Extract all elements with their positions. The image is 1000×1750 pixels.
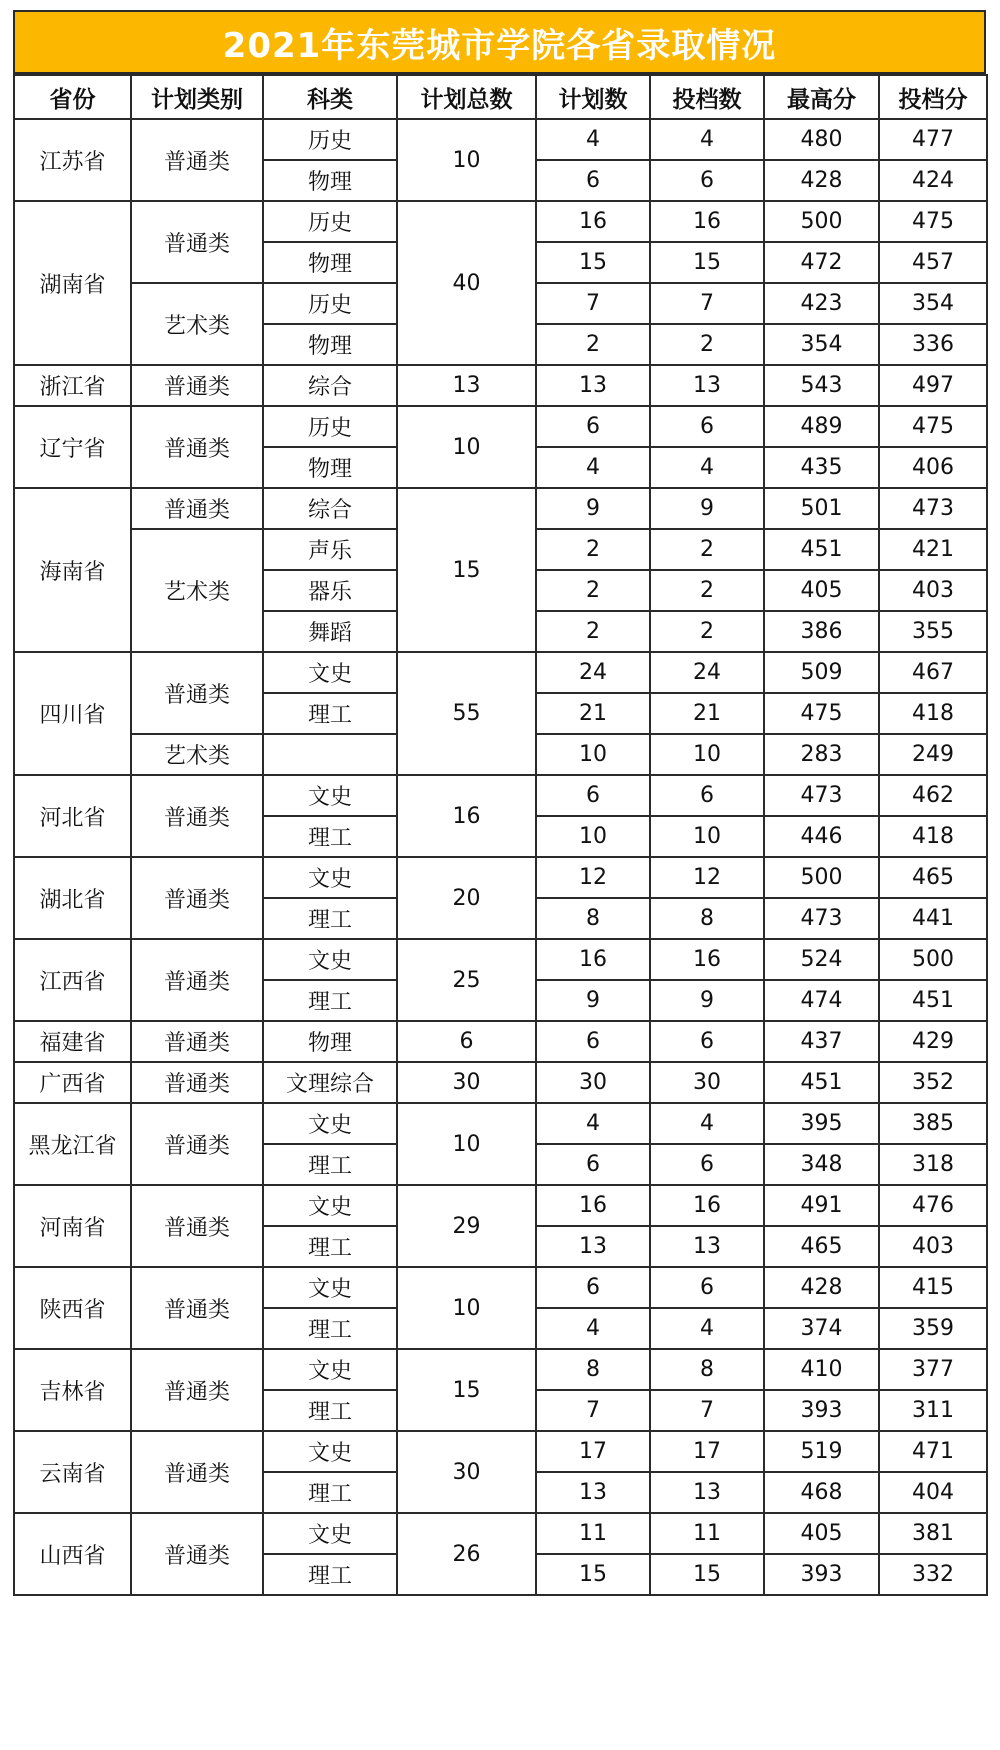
province-cell: 黑龙江省	[14, 1103, 131, 1185]
filed-count-cell: 13	[650, 1472, 764, 1513]
subject-cell: 文史	[263, 1185, 397, 1226]
plan-total-cell: 10	[397, 1267, 536, 1349]
filing-score-cell: 418	[879, 693, 987, 734]
max-score-cell: 393	[764, 1554, 879, 1595]
filing-score-cell: 332	[879, 1554, 987, 1595]
subject-cell: 文理综合	[263, 1062, 397, 1103]
plan-count-cell: 16	[536, 939, 650, 980]
admission-sheet	[13, 10, 986, 1596]
filed-count-cell: 4	[650, 447, 764, 488]
table-row	[14, 201, 987, 242]
plan-type-cell: 普通类	[131, 1021, 263, 1062]
filed-count-cell: 30	[650, 1062, 764, 1103]
max-score-cell: 428	[764, 1267, 879, 1308]
max-score-cell: 386	[764, 611, 879, 652]
filing-score-cell: 477	[879, 119, 987, 160]
header-filing-score: 投档分	[879, 75, 987, 119]
plan-type-cell: 普通类	[131, 1349, 263, 1431]
filed-count-cell: 6	[650, 406, 764, 447]
filed-count-cell: 12	[650, 857, 764, 898]
plan-total-cell: 30	[397, 1431, 536, 1513]
filed-count-cell: 9	[650, 488, 764, 529]
filing-score-cell: 381	[879, 1513, 987, 1554]
filed-count-cell: 9	[650, 980, 764, 1021]
filed-count-cell: 6	[650, 1144, 764, 1185]
filing-score-cell: 424	[879, 160, 987, 201]
max-score-cell: 519	[764, 1431, 879, 1472]
table-row	[14, 1349, 987, 1390]
province-cell: 湖南省	[14, 201, 131, 365]
filing-score-cell: 429	[879, 1021, 987, 1062]
filed-count-cell: 2	[650, 570, 764, 611]
subject-cell: 理工	[263, 816, 397, 857]
subject-cell: 舞蹈	[263, 611, 397, 652]
filing-score-cell: 359	[879, 1308, 987, 1349]
header-filed-count: 投档数	[650, 75, 764, 119]
table-row	[14, 488, 987, 529]
plan-type-cell: 普通类	[131, 939, 263, 1021]
province-cell: 江苏省	[14, 119, 131, 201]
province-cell: 辽宁省	[14, 406, 131, 488]
subject-cell: 物理	[263, 242, 397, 283]
max-score-cell: 480	[764, 119, 879, 160]
plan-count-cell: 6	[536, 406, 650, 447]
subject-cell: 历史	[263, 283, 397, 324]
plan-count-cell: 6	[536, 775, 650, 816]
header-row	[14, 75, 987, 119]
subject-cell: 物理	[263, 324, 397, 365]
max-score-cell: 473	[764, 898, 879, 939]
filed-count-cell: 8	[650, 1349, 764, 1390]
subject-cell: 文史	[263, 652, 397, 693]
subject-cell: 历史	[263, 201, 397, 242]
plan-total-cell: 25	[397, 939, 536, 1021]
plan-type-cell: 艺术类	[131, 283, 263, 365]
plan-count-cell: 9	[536, 488, 650, 529]
plan-total-cell: 6	[397, 1021, 536, 1062]
province-cell: 山西省	[14, 1513, 131, 1595]
plan-type-cell: 普通类	[131, 1103, 263, 1185]
plan-type-cell: 普通类	[131, 1431, 263, 1513]
plan-type-cell: 普通类	[131, 1062, 263, 1103]
max-score-cell: 489	[764, 406, 879, 447]
filing-score-cell: 462	[879, 775, 987, 816]
plan-count-cell: 2	[536, 611, 650, 652]
plan-count-cell: 2	[536, 570, 650, 611]
subject-cell: 历史	[263, 406, 397, 447]
table-row	[14, 1431, 987, 1472]
table-row	[14, 1021, 987, 1062]
filing-score-cell: 441	[879, 898, 987, 939]
filed-count-cell: 6	[650, 1021, 764, 1062]
max-score-cell: 451	[764, 529, 879, 570]
filed-count-cell: 4	[650, 1308, 764, 1349]
plan-total-cell: 10	[397, 119, 536, 201]
subject-cell: 历史	[263, 119, 397, 160]
province-cell: 福建省	[14, 1021, 131, 1062]
plan-count-cell: 15	[536, 1554, 650, 1595]
header-plan-type: 计划类别	[131, 75, 263, 119]
province-cell: 湖北省	[14, 857, 131, 939]
subject-cell: 理工	[263, 1554, 397, 1595]
filed-count-cell: 8	[650, 898, 764, 939]
max-score-cell: 435	[764, 447, 879, 488]
subject-cell: 综合	[263, 365, 397, 406]
province-cell: 河南省	[14, 1185, 131, 1267]
max-score-cell: 395	[764, 1103, 879, 1144]
plan-total-cell: 15	[397, 1349, 536, 1431]
plan-count-cell: 13	[536, 1226, 650, 1267]
subject-cell: 理工	[263, 693, 397, 734]
filing-score-cell: 249	[879, 734, 987, 775]
plan-type-cell: 普通类	[131, 1185, 263, 1267]
max-score-cell: 509	[764, 652, 879, 693]
plan-total-cell: 40	[397, 201, 536, 365]
max-score-cell: 446	[764, 816, 879, 857]
filing-score-cell: 377	[879, 1349, 987, 1390]
plan-type-cell: 普通类	[131, 406, 263, 488]
header-province: 省份	[14, 75, 131, 119]
province-cell: 海南省	[14, 488, 131, 652]
max-score-cell: 524	[764, 939, 879, 980]
filing-score-cell: 467	[879, 652, 987, 693]
plan-count-cell: 10	[536, 816, 650, 857]
max-score-cell: 472	[764, 242, 879, 283]
subject-cell: 文史	[263, 1431, 397, 1472]
plan-type-cell: 普通类	[131, 488, 263, 529]
filed-count-cell: 16	[650, 201, 764, 242]
filed-count-cell: 13	[650, 1226, 764, 1267]
subject-cell: 理工	[263, 980, 397, 1021]
plan-type-cell: 普通类	[131, 1513, 263, 1595]
filed-count-cell: 24	[650, 652, 764, 693]
max-score-cell: 428	[764, 160, 879, 201]
table-row	[14, 857, 987, 898]
subject-cell: 文史	[263, 1513, 397, 1554]
header-subject: 科类	[263, 75, 397, 119]
plan-count-cell: 7	[536, 1390, 650, 1431]
table-row	[14, 1513, 987, 1554]
plan-count-cell: 15	[536, 242, 650, 283]
filed-count-cell: 2	[650, 529, 764, 570]
subject-cell: 器乐	[263, 570, 397, 611]
filed-count-cell: 15	[650, 1554, 764, 1595]
filing-score-cell: 473	[879, 488, 987, 529]
filed-count-cell: 10	[650, 734, 764, 775]
subject-cell: 理工	[263, 1472, 397, 1513]
filing-score-cell: 415	[879, 1267, 987, 1308]
filing-score-cell: 421	[879, 529, 987, 570]
filing-score-cell: 404	[879, 1472, 987, 1513]
filed-count-cell: 10	[650, 816, 764, 857]
plan-total-cell: 30	[397, 1062, 536, 1103]
plan-count-cell: 11	[536, 1513, 650, 1554]
subject-cell: 理工	[263, 1144, 397, 1185]
filing-score-cell: 406	[879, 447, 987, 488]
filing-score-cell: 336	[879, 324, 987, 365]
header-plan-total: 计划总数	[397, 75, 536, 119]
subject-cell: 物理	[263, 1021, 397, 1062]
filing-score-cell: 476	[879, 1185, 987, 1226]
max-score-cell: 491	[764, 1185, 879, 1226]
province-cell: 浙江省	[14, 365, 131, 406]
plan-type-cell: 艺术类	[131, 734, 263, 775]
plan-total-cell: 15	[397, 488, 536, 652]
plan-count-cell: 13	[536, 365, 650, 406]
max-score-cell: 501	[764, 488, 879, 529]
filed-count-cell: 6	[650, 160, 764, 201]
filed-count-cell: 16	[650, 1185, 764, 1226]
header-plan-count: 计划数	[536, 75, 650, 119]
subject-cell: 理工	[263, 1308, 397, 1349]
plan-total-cell: 55	[397, 652, 536, 775]
filed-count-cell: 4	[650, 119, 764, 160]
filing-score-cell: 500	[879, 939, 987, 980]
filing-score-cell: 418	[879, 816, 987, 857]
table-row	[14, 1103, 987, 1144]
filed-count-cell: 17	[650, 1431, 764, 1472]
plan-count-cell: 6	[536, 1267, 650, 1308]
plan-count-cell: 9	[536, 980, 650, 1021]
province-cell: 吉林省	[14, 1349, 131, 1431]
filed-count-cell: 2	[650, 324, 764, 365]
subject-cell: 理工	[263, 898, 397, 939]
subject-cell: 理工	[263, 1226, 397, 1267]
max-score-cell: 405	[764, 1513, 879, 1554]
table-body	[14, 119, 987, 1595]
filing-score-cell: 451	[879, 980, 987, 1021]
table-row	[14, 1267, 987, 1308]
table-title: 2021年东莞城市学院各省录取情况	[13, 10, 986, 74]
max-score-cell: 468	[764, 1472, 879, 1513]
plan-count-cell: 2	[536, 324, 650, 365]
table-row	[14, 406, 987, 447]
admission-table	[13, 74, 988, 1596]
plan-type-cell: 普通类	[131, 857, 263, 939]
subject-cell: 物理	[263, 160, 397, 201]
filing-score-cell: 471	[879, 1431, 987, 1472]
filed-count-cell: 11	[650, 1513, 764, 1554]
table-row	[14, 1062, 987, 1103]
plan-count-cell: 8	[536, 898, 650, 939]
max-score-cell: 374	[764, 1308, 879, 1349]
filed-count-cell: 7	[650, 283, 764, 324]
subject-cell: 声乐	[263, 529, 397, 570]
max-score-cell: 354	[764, 324, 879, 365]
province-cell: 广西省	[14, 1062, 131, 1103]
filed-count-cell: 4	[650, 1103, 764, 1144]
max-score-cell: 405	[764, 570, 879, 611]
plan-type-cell: 普通类	[131, 365, 263, 406]
plan-count-cell: 4	[536, 1308, 650, 1349]
plan-count-cell: 24	[536, 652, 650, 693]
filed-count-cell: 2	[650, 611, 764, 652]
max-score-cell: 393	[764, 1390, 879, 1431]
max-score-cell: 465	[764, 1226, 879, 1267]
filing-score-cell: 403	[879, 1226, 987, 1267]
filed-count-cell: 13	[650, 365, 764, 406]
filing-score-cell: 352	[879, 1062, 987, 1103]
province-cell: 河北省	[14, 775, 131, 857]
max-score-cell: 543	[764, 365, 879, 406]
plan-count-cell: 4	[536, 447, 650, 488]
plan-count-cell: 30	[536, 1062, 650, 1103]
plan-count-cell: 4	[536, 119, 650, 160]
plan-total-cell: 20	[397, 857, 536, 939]
filing-score-cell: 497	[879, 365, 987, 406]
plan-type-cell: 艺术类	[131, 529, 263, 652]
plan-count-cell: 6	[536, 1144, 650, 1185]
plan-total-cell: 16	[397, 775, 536, 857]
max-score-cell: 474	[764, 980, 879, 1021]
plan-type-cell: 普通类	[131, 1267, 263, 1349]
max-score-cell: 475	[764, 693, 879, 734]
table-row	[14, 365, 987, 406]
plan-total-cell: 13	[397, 365, 536, 406]
plan-type-cell: 普通类	[131, 652, 263, 734]
filed-count-cell: 15	[650, 242, 764, 283]
plan-count-cell: 2	[536, 529, 650, 570]
plan-count-cell: 6	[536, 1021, 650, 1062]
plan-type-cell: 普通类	[131, 201, 263, 283]
plan-count-cell: 6	[536, 160, 650, 201]
filing-score-cell: 318	[879, 1144, 987, 1185]
province-cell: 云南省	[14, 1431, 131, 1513]
header-max-score: 最高分	[764, 75, 879, 119]
plan-type-cell: 普通类	[131, 119, 263, 201]
subject-cell: 理工	[263, 1390, 397, 1431]
subject-cell: 综合	[263, 488, 397, 529]
filed-count-cell: 6	[650, 775, 764, 816]
filing-score-cell: 354	[879, 283, 987, 324]
filing-score-cell: 385	[879, 1103, 987, 1144]
filed-count-cell: 16	[650, 939, 764, 980]
province-cell: 四川省	[14, 652, 131, 775]
table-row	[14, 652, 987, 693]
plan-count-cell: 16	[536, 201, 650, 242]
max-score-cell: 348	[764, 1144, 879, 1185]
subject-cell	[263, 734, 397, 775]
subject-cell: 物理	[263, 447, 397, 488]
filing-score-cell: 475	[879, 201, 987, 242]
subject-cell: 文史	[263, 775, 397, 816]
max-score-cell: 410	[764, 1349, 879, 1390]
max-score-cell: 473	[764, 775, 879, 816]
max-score-cell: 283	[764, 734, 879, 775]
filing-score-cell: 355	[879, 611, 987, 652]
max-score-cell: 437	[764, 1021, 879, 1062]
filing-score-cell: 465	[879, 857, 987, 898]
plan-total-cell: 29	[397, 1185, 536, 1267]
table-row	[14, 775, 987, 816]
plan-total-cell: 10	[397, 406, 536, 488]
table-row	[14, 939, 987, 980]
plan-count-cell: 7	[536, 283, 650, 324]
plan-count-cell: 21	[536, 693, 650, 734]
plan-count-cell: 4	[536, 1103, 650, 1144]
filing-score-cell: 311	[879, 1390, 987, 1431]
max-score-cell: 500	[764, 201, 879, 242]
filed-count-cell: 21	[650, 693, 764, 734]
filed-count-cell: 7	[650, 1390, 764, 1431]
plan-count-cell: 16	[536, 1185, 650, 1226]
subject-cell: 文史	[263, 1103, 397, 1144]
plan-total-cell: 26	[397, 1513, 536, 1595]
plan-count-cell: 13	[536, 1472, 650, 1513]
max-score-cell: 500	[764, 857, 879, 898]
plan-total-cell: 10	[397, 1103, 536, 1185]
max-score-cell: 423	[764, 283, 879, 324]
plan-count-cell: 10	[536, 734, 650, 775]
plan-count-cell: 8	[536, 1349, 650, 1390]
max-score-cell: 451	[764, 1062, 879, 1103]
filed-count-cell: 6	[650, 1267, 764, 1308]
subject-cell: 文史	[263, 1349, 397, 1390]
plan-count-cell: 17	[536, 1431, 650, 1472]
subject-cell: 文史	[263, 1267, 397, 1308]
province-cell: 陕西省	[14, 1267, 131, 1349]
table-row	[14, 1185, 987, 1226]
filing-score-cell: 475	[879, 406, 987, 447]
province-cell: 江西省	[14, 939, 131, 1021]
table-row	[14, 119, 987, 160]
plan-type-cell: 普通类	[131, 775, 263, 857]
subject-cell: 文史	[263, 857, 397, 898]
filing-score-cell: 457	[879, 242, 987, 283]
filing-score-cell: 403	[879, 570, 987, 611]
subject-cell: 文史	[263, 939, 397, 980]
plan-count-cell: 12	[536, 857, 650, 898]
